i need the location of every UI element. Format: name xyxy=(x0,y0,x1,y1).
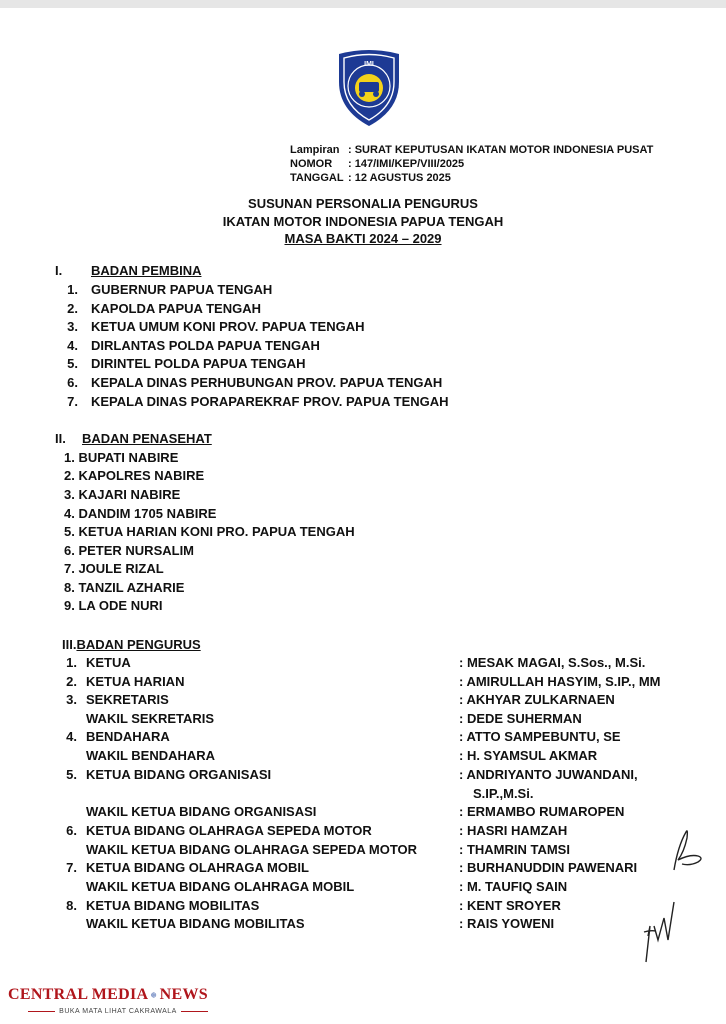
role-label: KETUA HARIAN xyxy=(86,674,185,689)
section-2-heading xyxy=(55,431,212,446)
globe-icon xyxy=(151,988,156,1002)
person-name: : KENT SROYER xyxy=(459,898,561,913)
lampiran-value: : SURAT KEPUTUSAN IKATAN MOTOR INDONESIA PUSAT xyxy=(348,144,654,156)
row-number: 5. xyxy=(66,767,77,782)
list-item: KEPALA DINAS PERHUBUNGAN PROV. PAPUA TENGAH xyxy=(91,375,443,390)
person-name: : M. TAUFIQ SAIN xyxy=(459,879,568,894)
logo-text-imi: IMI xyxy=(364,61,374,68)
central-media-news-watermark xyxy=(8,986,208,1022)
person-name: : ATTO SAMPEBUNTU, SE xyxy=(459,729,621,744)
list-number: 3. xyxy=(67,319,78,334)
role-label: WAKIL KETUA BIDANG OLAHRAGA SEPEDA MOTOR xyxy=(86,842,418,857)
row-number: 3. xyxy=(66,692,77,707)
list-item: KETUA UMUM KONI PROV. PAPUA TENGAH xyxy=(91,319,365,334)
row-number: 7. xyxy=(66,860,77,875)
role-label: WAKIL KETUA BIDANG MOBILITAS xyxy=(86,916,305,931)
list-item: KEPALA DINAS PORAPAREKRAF PROV. PAPUA TENGAH xyxy=(91,394,449,409)
tagline-text: BUKA MATA LIHAT CAKRAWALA xyxy=(59,1008,177,1015)
list-item: 3. KAJARI NABIRE xyxy=(64,487,181,502)
list-item: 6. PETER NURSALIM xyxy=(64,543,195,558)
section-1-roman: I. xyxy=(55,263,63,278)
list-item: 9. LA ODE NURI xyxy=(64,598,163,613)
tanggal-value: : 12 AGUSTUS 2025 xyxy=(348,172,451,184)
title-line-2: IKATAN MOTOR INDONESIA PAPUA TENGAH xyxy=(222,214,504,229)
list-item: 5. KETUA HARIAN KONI PRO. PAPUA TENGAH xyxy=(64,524,355,539)
person-name: : BURHANUDDIN PAWENARI xyxy=(459,860,638,875)
title-line-3 xyxy=(0,231,726,246)
tanggal-key: TANGGAL xyxy=(290,172,344,184)
lampiran-block xyxy=(290,143,653,185)
list-item: GUBERNUR PAPUA TENGAH xyxy=(91,282,273,297)
role-label: WAKIL SEKRETARIS xyxy=(86,711,215,726)
list-item: 8. TANZIL AZHARIE xyxy=(64,580,185,595)
person-name: : RAIS YOWENI xyxy=(459,916,555,931)
list-item: 7. JOULE RIZAL xyxy=(64,561,164,576)
brand-tagline xyxy=(8,1008,208,1015)
list-number: 6. xyxy=(67,375,78,390)
list-item: DIRLANTAS POLDA PAPUA TENGAH xyxy=(91,338,320,353)
row-number: 1. xyxy=(66,655,77,670)
person-name: : ERMAMBO RUMAROPEN xyxy=(459,804,625,819)
person-name: : THAMRIN TAMSI xyxy=(459,842,570,857)
person-name-continued: S.IP.,M.Si. xyxy=(473,786,534,801)
list-number: 4. xyxy=(67,338,78,353)
signature-paraf-1 xyxy=(668,826,708,876)
person-name: : H. SYAMSUL AKMAR xyxy=(459,748,598,763)
list-item: 1. BUPATI NABIRE xyxy=(64,450,179,465)
row-number: 4. xyxy=(66,729,77,744)
role-label: KETUA BIDANG MOBILITAS xyxy=(86,898,260,913)
role-label: WAKIL KETUA BIDANG OLAHRAGA MOBIL xyxy=(86,879,355,894)
tanggal-row xyxy=(290,171,653,185)
signature-paraf-2 xyxy=(628,896,678,966)
person-name: : AMIRULLAH HASYIM, S.IP., MM xyxy=(459,674,661,689)
brand-name xyxy=(8,986,208,1004)
lampiran-key: Lampiran xyxy=(290,144,340,156)
section-1-heading xyxy=(55,263,202,278)
person-name: : ANDRIYANTO JUWANDANI, xyxy=(459,767,638,782)
list-number: 5. xyxy=(67,356,78,371)
section-3-roman: III. xyxy=(62,637,77,652)
brand-right: NEWS xyxy=(159,986,208,1003)
person-name: : MESAK MAGAI, S.Sos., M.Si. xyxy=(459,655,646,670)
masa-bakti: MASA BAKTI 2024 – 2029 xyxy=(284,231,442,246)
nomor-row xyxy=(290,157,653,171)
nomor-value: : 147/IMI/KEP/VIII/2025 xyxy=(348,158,465,170)
section-3-title: BADAN PENGURUS xyxy=(76,637,201,652)
list-item: KAPOLDA PAPUA TENGAH xyxy=(91,301,261,316)
role-label: BENDAHARA xyxy=(86,729,170,744)
imi-logo xyxy=(335,48,403,128)
role-label: WAKIL BENDAHARA xyxy=(86,748,216,763)
section-1-title: BADAN PEMBINA xyxy=(91,263,202,278)
role-label: KETUA BIDANG ORGANISASI xyxy=(86,767,272,782)
row-number: 8. xyxy=(66,898,77,913)
person-name: : HASRI HAMZAH xyxy=(459,823,568,838)
role-label: KETUA BIDANG OLAHRAGA SEPEDA MOTOR xyxy=(86,823,372,838)
brand-left: CENTRAL MEDIA xyxy=(8,986,149,1003)
person-name: : AKHYAR ZULKARNAEN xyxy=(459,692,615,707)
list-number: 2. xyxy=(67,301,78,316)
role-label: KETUA xyxy=(86,655,131,670)
section-2-roman: II. xyxy=(55,431,66,446)
list-number: 7. xyxy=(67,394,78,409)
title-line-1: SUSUNAN PERSONALIA PENGURUS xyxy=(248,196,478,211)
row-number: 6. xyxy=(66,823,77,838)
role-label: SEKRETARIS xyxy=(86,692,169,707)
nomor-key: NOMOR xyxy=(290,158,333,170)
list-item: 4. DANDIM 1705 NABIRE xyxy=(64,506,217,521)
lampiran-row xyxy=(290,143,653,157)
role-label: WAKIL KETUA BIDANG ORGANISASI xyxy=(86,804,317,819)
row-number: 2. xyxy=(66,674,77,689)
section-3-heading xyxy=(62,637,201,652)
person-name: : DEDE SUHERMAN xyxy=(459,711,582,726)
section-2-title: BADAN PENASEHAT xyxy=(82,431,212,446)
list-item: DIRINTEL POLDA PAPUA TENGAH xyxy=(91,356,306,371)
role-label: KETUA BIDANG OLAHRAGA MOBIL xyxy=(86,860,309,875)
list-number: 1. xyxy=(67,282,78,297)
top-edge-bar xyxy=(0,0,726,8)
list-item: 2. KAPOLRES NABIRE xyxy=(64,468,205,483)
